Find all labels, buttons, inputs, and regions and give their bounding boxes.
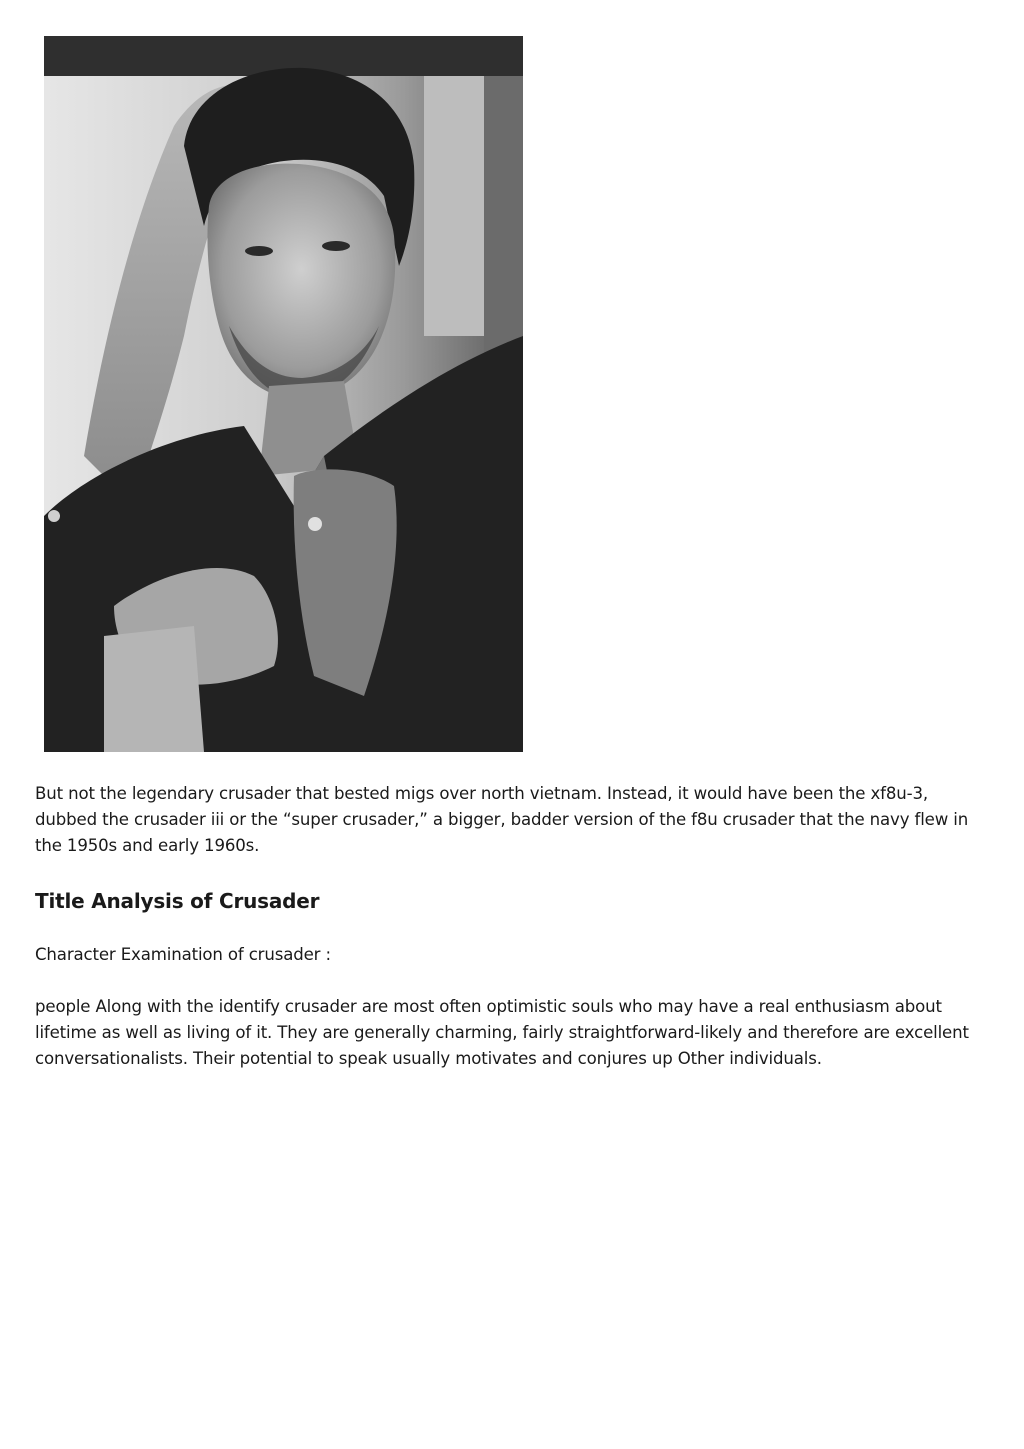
section-heading: Title Analysis of Crusader <box>35 889 320 913</box>
intro-paragraph: But not the legendary crusader that bested migs over north vietnam. Instead, it would have been the xf8u-3, dubbed the crusader iii or the “super crusader,” a bigger, badder version of the f8u crusader that the navy flew in the 1950s and early 1960s. <box>35 784 969 855</box>
article-body <box>35 781 990 1072</box>
character-paragraph: people Along with the identify crusader are most often optimistic souls who may have a real enthusiasm about lifetime as well as living of it. They are generally charming, fairly straightforward-likely and therefore are excellent conversationalists. Their potential to speak usually motivates and conjures up Other individuals. <box>35 997 969 1068</box>
subheading-paragraph: Character Examination of crusader : <box>35 945 331 964</box>
portrait-image <box>44 36 523 752</box>
portrait-photo <box>44 36 523 752</box>
